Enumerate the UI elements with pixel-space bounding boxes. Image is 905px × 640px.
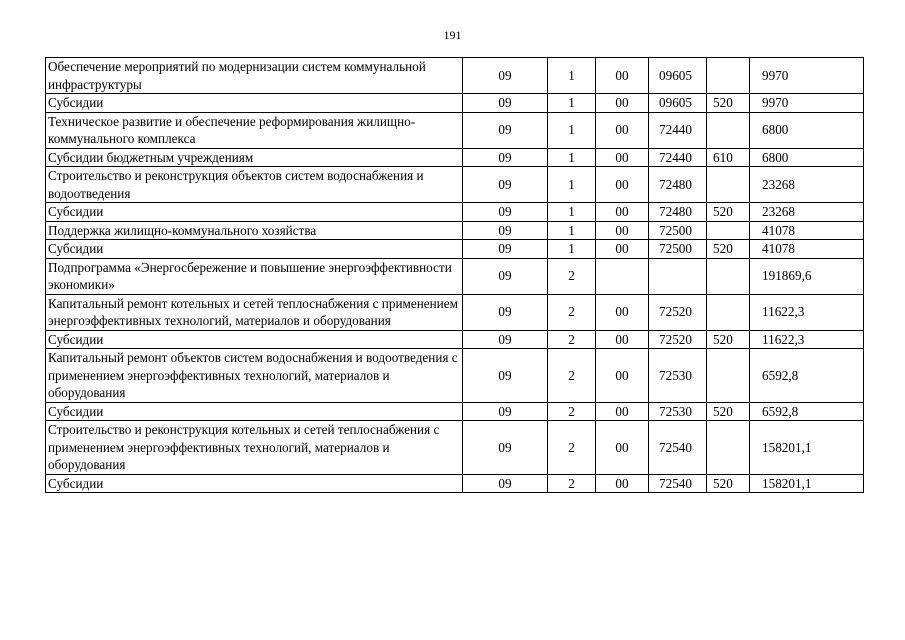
program-code-cell: 00 <box>596 148 649 167</box>
program-code-cell: 00 <box>596 203 649 222</box>
target-article-cell: 09605 <box>649 94 707 113</box>
subsection-code-cell: 1 <box>548 240 596 259</box>
program-code-cell: 00 <box>596 294 649 330</box>
subsection-code-cell: 1 <box>548 148 596 167</box>
section-code-cell: 09 <box>463 94 548 113</box>
expense-type-cell <box>707 294 750 330</box>
section-code-cell: 09 <box>463 240 548 259</box>
target-article-cell: 72440 <box>649 148 707 167</box>
subsection-code-cell: 2 <box>548 421 596 475</box>
amount-cell: 41078 <box>750 221 864 240</box>
target-article-cell: 72500 <box>649 240 707 259</box>
section-code-cell: 09 <box>463 402 548 421</box>
subsection-code-cell: 2 <box>548 402 596 421</box>
section-code-cell: 09 <box>463 421 548 475</box>
section-code-cell: 09 <box>463 349 548 403</box>
amount-cell: 23268 <box>750 203 864 222</box>
amount-cell: 11622,3 <box>750 330 864 349</box>
table-row <box>46 330 864 349</box>
subsection-code-cell: 2 <box>548 474 596 493</box>
section-code-cell: 09 <box>463 474 548 493</box>
row-name-cell: Техническое развитие и обеспечение реформирования жилищно-коммунального комплекса <box>46 112 463 148</box>
amount-cell: 23268 <box>750 167 864 203</box>
section-code-cell: 09 <box>463 167 548 203</box>
amount-cell: 6800 <box>750 148 864 167</box>
section-code-cell: 09 <box>463 203 548 222</box>
row-name-cell: Субсидии <box>46 94 463 113</box>
subsection-code-cell: 1 <box>548 221 596 240</box>
budget-table <box>45 57 864 493</box>
program-code-cell: 00 <box>596 94 649 113</box>
expense-type-cell: 520 <box>707 240 750 259</box>
amount-cell: 11622,3 <box>750 294 864 330</box>
section-code-cell: 09 <box>463 330 548 349</box>
program-code-cell: 00 <box>596 474 649 493</box>
row-name-cell: Строительство и реконструкция котельных и сетей теплоснабжения с применением энергоэффективных технологий, материалов и оборудования <box>46 421 463 475</box>
table-row <box>46 203 864 222</box>
target-article-cell: 72540 <box>649 474 707 493</box>
program-code-cell: 00 <box>596 112 649 148</box>
expense-type-cell: 520 <box>707 402 750 421</box>
expense-type-cell <box>707 258 750 294</box>
target-article-cell: 72480 <box>649 167 707 203</box>
row-name-cell: Субсидии <box>46 240 463 259</box>
table-row <box>46 474 864 493</box>
row-name-cell: Субсидии <box>46 203 463 222</box>
target-article-cell: 72480 <box>649 203 707 222</box>
expense-type-cell: 520 <box>707 94 750 113</box>
subsection-code-cell: 1 <box>548 203 596 222</box>
subsection-code-cell: 2 <box>548 330 596 349</box>
amount-cell: 158201,1 <box>750 474 864 493</box>
program-code-cell: 00 <box>596 240 649 259</box>
row-name-cell: Поддержка жилищно-коммунального хозяйства <box>46 221 463 240</box>
expense-type-cell <box>707 421 750 475</box>
expense-type-cell: 520 <box>707 203 750 222</box>
target-article-cell <box>649 258 707 294</box>
expense-type-cell <box>707 167 750 203</box>
amount-cell: 191869,6 <box>750 258 864 294</box>
amount-cell: 9970 <box>750 58 864 94</box>
target-article-cell: 72500 <box>649 221 707 240</box>
expense-type-cell: 610 <box>707 148 750 167</box>
table-row <box>46 58 864 94</box>
subsection-code-cell: 1 <box>548 58 596 94</box>
table-row <box>46 94 864 113</box>
program-code-cell: 00 <box>596 330 649 349</box>
amount-cell: 158201,1 <box>750 421 864 475</box>
target-article-cell: 09605 <box>649 58 707 94</box>
table-row <box>46 167 864 203</box>
section-code-cell: 09 <box>463 258 548 294</box>
table-row <box>46 240 864 259</box>
target-article-cell: 72540 <box>649 421 707 475</box>
subsection-code-cell: 2 <box>548 294 596 330</box>
expense-type-cell <box>707 221 750 240</box>
target-article-cell: 72520 <box>649 294 707 330</box>
table-row <box>46 148 864 167</box>
subsection-code-cell: 2 <box>548 258 596 294</box>
program-code-cell: 00 <box>596 58 649 94</box>
program-code-cell: 00 <box>596 221 649 240</box>
program-code-cell: 00 <box>596 421 649 475</box>
row-name-cell: Субсидии бюджетным учреждениям <box>46 148 463 167</box>
row-name-cell: Субсидии <box>46 474 463 493</box>
row-name-cell: Субсидии <box>46 402 463 421</box>
section-code-cell: 09 <box>463 112 548 148</box>
section-code-cell: 09 <box>463 294 548 330</box>
amount-cell: 9970 <box>750 94 864 113</box>
table-body <box>46 58 864 493</box>
expense-type-cell <box>707 58 750 94</box>
table-row <box>46 221 864 240</box>
table-row <box>46 349 864 403</box>
program-code-cell: 00 <box>596 349 649 403</box>
expense-type-cell <box>707 349 750 403</box>
program-code-cell: 00 <box>596 167 649 203</box>
subsection-code-cell: 1 <box>548 112 596 148</box>
section-code-cell: 09 <box>463 58 548 94</box>
table-row <box>46 294 864 330</box>
row-name-cell: Капитальный ремонт объектов систем водоснабжения и водоотведения с применением энергоэффективных технологий, материалов и оборудования <box>46 349 463 403</box>
target-article-cell: 72530 <box>649 349 707 403</box>
subsection-code-cell: 1 <box>548 167 596 203</box>
program-code-cell: 00 <box>596 402 649 421</box>
subsection-code-cell: 1 <box>548 94 596 113</box>
table-row <box>46 402 864 421</box>
row-name-cell: Обеспечение мероприятий по модернизации систем коммунальной инфраструктуры <box>46 58 463 94</box>
program-code-cell <box>596 258 649 294</box>
row-name-cell: Строительство и реконструкция объектов систем водоснабжения и водоотведения <box>46 167 463 203</box>
table-row <box>46 258 864 294</box>
expense-type-cell: 520 <box>707 474 750 493</box>
amount-cell: 41078 <box>750 240 864 259</box>
amount-cell: 6800 <box>750 112 864 148</box>
section-code-cell: 09 <box>463 221 548 240</box>
expense-type-cell: 520 <box>707 330 750 349</box>
row-name-cell: Капитальный ремонт котельных и сетей теплоснабжения с применением энергоэффективных технологий, материалов и оборудования <box>46 294 463 330</box>
target-article-cell: 72530 <box>649 402 707 421</box>
amount-cell: 6592,8 <box>750 349 864 403</box>
table-row <box>46 112 864 148</box>
target-article-cell: 72520 <box>649 330 707 349</box>
target-article-cell: 72440 <box>649 112 707 148</box>
amount-cell: 6592,8 <box>750 402 864 421</box>
table-row <box>46 421 864 475</box>
row-name-cell: Подпрограмма «Энергосбережение и повышение энергоэффективности экономики» <box>46 258 463 294</box>
expense-type-cell <box>707 112 750 148</box>
section-code-cell: 09 <box>463 148 548 167</box>
row-name-cell: Субсидии <box>46 330 463 349</box>
page-number: 191 <box>443 28 462 42</box>
subsection-code-cell: 2 <box>548 349 596 403</box>
